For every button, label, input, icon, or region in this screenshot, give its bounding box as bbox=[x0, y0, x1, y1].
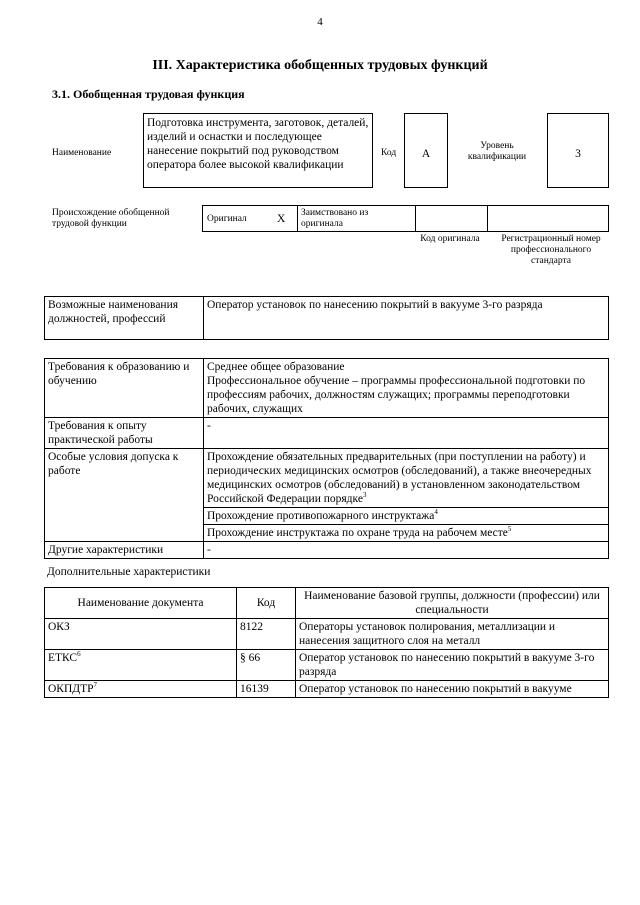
experience-label: Требования к опыту практической работы bbox=[45, 418, 204, 449]
conditions-2-text: Прохождение противопожарного инструктажа bbox=[207, 510, 435, 522]
row-doc bbox=[45, 650, 237, 681]
footnote-5: 5 bbox=[507, 525, 512, 534]
origin-box bbox=[202, 205, 609, 232]
experience-value: - bbox=[204, 418, 609, 449]
row-doc bbox=[45, 619, 237, 650]
table-row bbox=[45, 449, 609, 508]
conditions-2 bbox=[204, 508, 609, 525]
conditions-label: Особые условия допуска к работе bbox=[45, 449, 204, 542]
table-row bbox=[45, 297, 609, 340]
header-doc: Наименование документа bbox=[45, 588, 237, 619]
row-name: Оператор установок по нанесению покрытий в вакууме 3-го разряда bbox=[296, 650, 609, 681]
original-label: Оригинал bbox=[207, 214, 247, 224]
additional-table bbox=[44, 587, 609, 698]
table-row bbox=[45, 418, 609, 449]
education-label: Требования к образованию и обучению bbox=[45, 359, 204, 418]
conditions-1-text: Прохождение обязательных предварительных (при поступлении на работу) и периодических медицинских осмотров (обследований), а также внеочередных медицинских осмотров (обследований) в установленном законодательством Российской Федерации порядке bbox=[207, 451, 592, 505]
table-row bbox=[45, 681, 609, 698]
header-name: Наименование базовой группы, должности (профессии) или специальности bbox=[296, 588, 609, 619]
conditions-1 bbox=[204, 449, 609, 508]
footnote-7: 7 bbox=[93, 681, 98, 690]
row-code: 16139 bbox=[237, 681, 296, 698]
table-row bbox=[45, 359, 609, 418]
conditions-3-text: Прохождение инструктажа по охране труда на рабочем месте bbox=[207, 527, 508, 539]
header-code: Код bbox=[237, 588, 296, 619]
code-original-label: Код оригинала bbox=[420, 234, 480, 244]
additional-title: Дополнительные характеристики bbox=[47, 566, 211, 578]
code-value: А bbox=[404, 113, 448, 188]
positions-label: Возможные наименования должностей, профессий bbox=[45, 297, 204, 340]
name-value: Подготовка инструмента, заготовок, деталей, изделий и оснастки и последующее нанесение покрытий под руководством оператора более высокой квалификации bbox=[143, 113, 373, 188]
row-name: Операторы установок полирования, металлизации и нанесения защитного слоя на металл bbox=[296, 619, 609, 650]
reg-number-label: Регистрационный номер профессионального стандарта bbox=[501, 234, 601, 266]
code-label: Код bbox=[381, 148, 397, 158]
education-value bbox=[204, 359, 609, 418]
subsection-title: 3.1. Обобщенная трудовая функция bbox=[52, 87, 245, 101]
row-doc-text: ОКПДТР bbox=[48, 683, 94, 695]
level-label: Уровень квалификации bbox=[467, 141, 527, 162]
row-doc bbox=[45, 681, 237, 698]
education-line2: Профессиональное обучение – программы профессиональной подготовки по профессиям рабочих, должностям служащих; программы переподготовки рабочих, служащих bbox=[207, 375, 586, 415]
divider bbox=[487, 205, 488, 232]
divider bbox=[415, 205, 416, 232]
footnote-6: 6 bbox=[77, 650, 81, 659]
conditions-3 bbox=[204, 525, 609, 542]
row-name: Оператор установок по нанесению покрытий в вакууме bbox=[296, 681, 609, 698]
row-code: 8122 bbox=[237, 619, 296, 650]
row-doc-text: ЕТКС bbox=[48, 652, 78, 664]
original-mark: X bbox=[277, 213, 286, 225]
positions-table bbox=[44, 296, 609, 340]
row-doc-text: ОКЗ bbox=[48, 621, 70, 633]
table-row bbox=[45, 542, 609, 559]
divider bbox=[297, 205, 298, 232]
table-header-row bbox=[45, 588, 609, 619]
education-line1: Среднее общее образование bbox=[207, 361, 345, 373]
other-value: - bbox=[204, 542, 609, 559]
row-code: § 66 bbox=[237, 650, 296, 681]
borrowed-label: Заимствовано из оригинала bbox=[301, 208, 369, 229]
requirements-table bbox=[44, 358, 609, 559]
origin-label: Происхождение обобщенной трудовой функции bbox=[52, 208, 170, 229]
name-label: Наименование bbox=[52, 148, 112, 158]
section-title: III. Характеристика обобщенных трудовых функций bbox=[152, 58, 488, 73]
level-value: 3 bbox=[547, 113, 609, 188]
footnote-3: 3 bbox=[362, 491, 367, 500]
footnote-4: 4 bbox=[434, 508, 438, 517]
other-label: Другие характеристики bbox=[45, 542, 204, 559]
table-row bbox=[45, 619, 609, 650]
page-number: 4 bbox=[317, 16, 323, 28]
table-row bbox=[45, 650, 609, 681]
positions-value: Оператор установок по нанесению покрытий в вакууме 3-го разряда bbox=[204, 297, 609, 340]
